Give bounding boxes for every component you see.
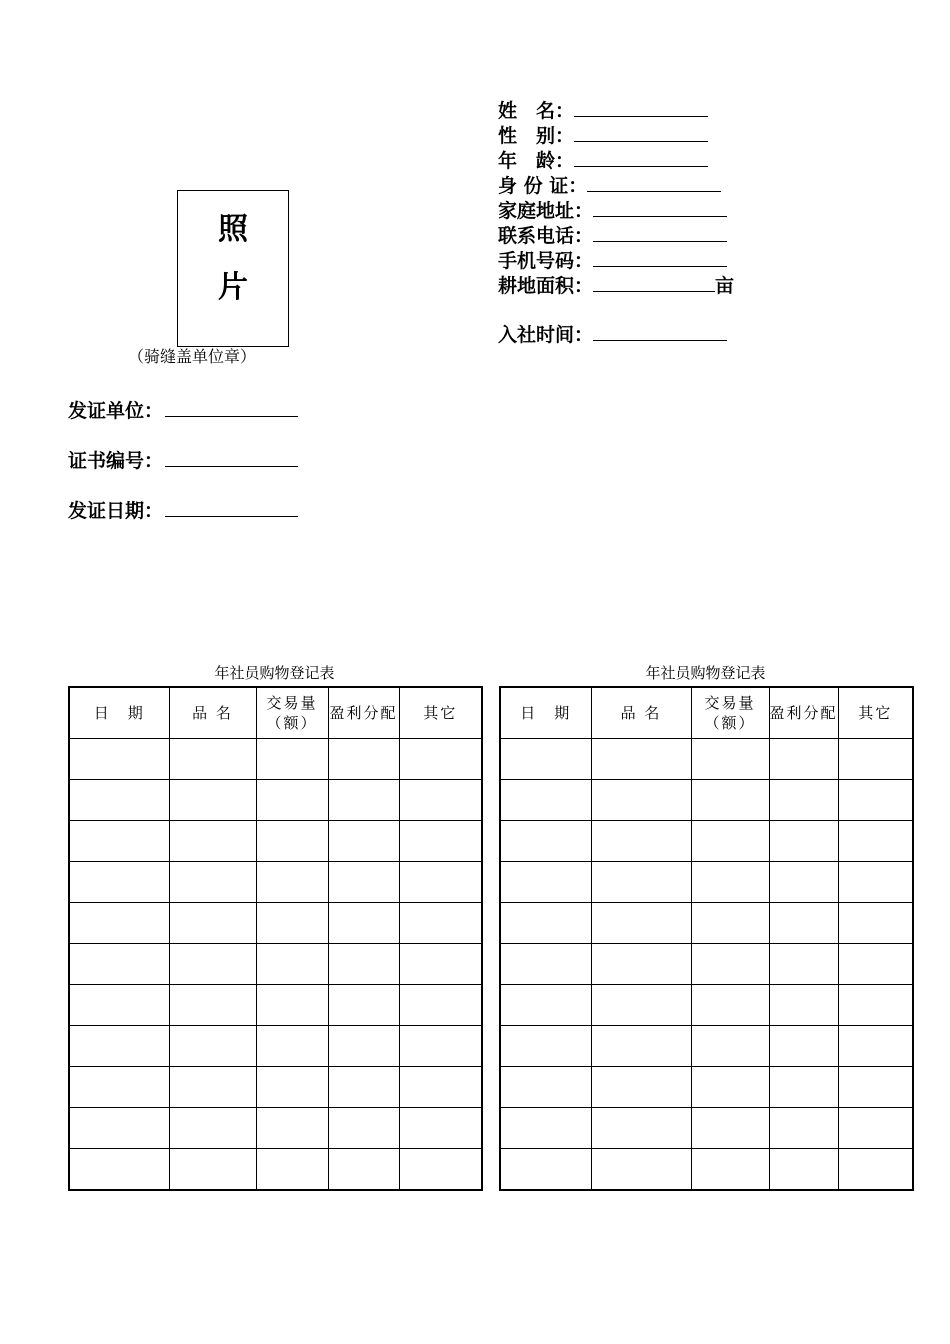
table-cell[interactable] (769, 1026, 838, 1067)
table-row (500, 1026, 913, 1067)
table-row (69, 1108, 482, 1149)
id-card-label: 身 份 证： (498, 175, 588, 197)
table-cell[interactable] (838, 780, 913, 821)
header-other: 其它 (838, 687, 913, 739)
table-cell[interactable] (256, 1108, 328, 1149)
table-cell[interactable] (838, 944, 913, 985)
table-cell[interactable] (256, 985, 328, 1026)
table-row (500, 944, 913, 985)
header-item-name: 品 名 (169, 687, 256, 739)
table-row (500, 821, 913, 862)
certificate-number-field (68, 446, 298, 474)
photo-label-char-1: 照 (218, 212, 248, 247)
table-cell[interactable] (691, 944, 769, 985)
table-cell[interactable] (500, 821, 591, 862)
table-cell[interactable] (838, 1026, 913, 1067)
table-cell[interactable] (691, 1026, 769, 1067)
table-cell[interactable] (69, 1026, 169, 1067)
table-cell[interactable] (399, 739, 482, 780)
table-cell[interactable] (500, 985, 591, 1026)
table-row (69, 862, 482, 903)
table-cell[interactable] (591, 780, 691, 821)
right-purchase-register-table (499, 686, 914, 1191)
photo-placeholder (177, 190, 289, 347)
issuer-unit-blank[interactable] (165, 396, 298, 417)
table-cell[interactable] (169, 944, 256, 985)
table-cell[interactable] (169, 1108, 256, 1149)
table-cell[interactable] (500, 944, 591, 985)
age-field (498, 148, 708, 174)
table-cell[interactable] (591, 944, 691, 985)
mobile-number-field (498, 248, 727, 274)
table-cell[interactable] (691, 985, 769, 1026)
table-cell[interactable] (769, 903, 838, 944)
table-body (69, 739, 482, 1191)
table-cell[interactable] (500, 1026, 591, 1067)
table-cell[interactable] (399, 780, 482, 821)
table-cell[interactable] (591, 903, 691, 944)
table-cell[interactable] (169, 1149, 256, 1191)
table-row (500, 739, 913, 780)
table-cell[interactable] (399, 1149, 482, 1191)
table-cell[interactable] (769, 1108, 838, 1149)
contact-phone-blank[interactable] (593, 223, 727, 242)
table-header-row (69, 687, 482, 739)
table-cell[interactable] (591, 1067, 691, 1108)
table-cell[interactable] (591, 1108, 691, 1149)
table-row (500, 1108, 913, 1149)
header-profit-distribution: 盈利分配 (769, 687, 838, 739)
table-cell[interactable] (69, 1108, 169, 1149)
table-row (69, 780, 482, 821)
age-blank[interactable] (574, 148, 708, 167)
age-label: 年 龄： (498, 150, 575, 172)
home-address-label: 家庭地址： (498, 200, 594, 222)
table-cell[interactable] (69, 739, 169, 780)
header-profit-distribution: 盈利分配 (328, 687, 399, 739)
table-cell[interactable] (399, 821, 482, 862)
home-address-field (498, 198, 727, 224)
table-cell[interactable] (691, 739, 769, 780)
seal-note: （骑缝盖单位章） (128, 347, 257, 366)
table-cell[interactable] (328, 1067, 399, 1108)
table-cell[interactable] (69, 1067, 169, 1108)
table-cell[interactable] (256, 903, 328, 944)
table-cell[interactable] (591, 1149, 691, 1191)
join-date-label: 入社时间： (498, 324, 594, 346)
name-blank[interactable] (574, 98, 708, 117)
table-cell[interactable] (328, 1026, 399, 1067)
table-cell[interactable] (500, 1067, 591, 1108)
farmland-area-label: 耕地面积： (498, 275, 594, 297)
table-cell[interactable] (838, 739, 913, 780)
gender-blank[interactable] (574, 123, 708, 142)
table-cell[interactable] (169, 903, 256, 944)
join-date-blank[interactable] (593, 322, 727, 341)
table-cell[interactable] (838, 821, 913, 862)
farmland-area-field (498, 273, 734, 299)
header-transaction-amount: 交易量（额） (691, 687, 769, 739)
gender-field (498, 123, 708, 149)
issue-date-label: 发证日期： (68, 500, 164, 522)
certificate-number-label: 证书编号： (68, 450, 164, 472)
certificate-number-blank[interactable] (165, 446, 298, 467)
table-cell[interactable] (769, 739, 838, 780)
table-row (69, 985, 482, 1026)
table-cell[interactable] (691, 1067, 769, 1108)
table-row (500, 903, 913, 944)
mobile-number-blank[interactable] (593, 248, 727, 267)
table-row (500, 780, 913, 821)
table-cell[interactable] (691, 1108, 769, 1149)
table-cell[interactable] (256, 1026, 328, 1067)
table-cell[interactable] (591, 739, 691, 780)
header-other: 其它 (399, 687, 482, 739)
table-cell[interactable] (399, 862, 482, 903)
table-cell[interactable] (69, 821, 169, 862)
table-cell[interactable] (769, 780, 838, 821)
table-cell[interactable] (838, 985, 913, 1026)
table-cell[interactable] (69, 1149, 169, 1191)
table-cell[interactable] (169, 821, 256, 862)
table-cell[interactable] (169, 985, 256, 1026)
id-card-blank[interactable] (587, 173, 721, 192)
table-cell[interactable] (256, 739, 328, 780)
table-cell[interactable] (591, 821, 691, 862)
table-cell[interactable] (691, 821, 769, 862)
farmland-area-blank[interactable] (593, 273, 715, 292)
table-cell[interactable] (328, 862, 399, 903)
table-cell[interactable] (328, 985, 399, 1026)
table-cell[interactable] (399, 944, 482, 985)
table-cell[interactable] (500, 739, 591, 780)
table-cell[interactable] (69, 985, 169, 1026)
table-row (69, 944, 482, 985)
farmland-area-unit: 亩 (715, 275, 735, 297)
table-cell[interactable] (328, 944, 399, 985)
table-row (69, 1067, 482, 1108)
table-cell[interactable] (838, 1067, 913, 1108)
table-cell[interactable] (328, 780, 399, 821)
header-item-name: 品 名 (591, 687, 691, 739)
table-cell[interactable] (769, 944, 838, 985)
table-row (500, 1067, 913, 1108)
issue-date-blank[interactable] (165, 496, 298, 517)
table-header-row (500, 687, 913, 739)
table-cell[interactable] (69, 903, 169, 944)
table-cell[interactable] (169, 780, 256, 821)
table-cell[interactable] (838, 903, 913, 944)
name-label: 姓 名： (498, 100, 575, 122)
table-row (69, 821, 482, 862)
table-cell[interactable] (328, 821, 399, 862)
table-row (69, 1026, 482, 1067)
table-cell[interactable] (256, 780, 328, 821)
table-row (500, 1149, 913, 1191)
table-cell[interactable] (769, 821, 838, 862)
issue-date-field (68, 496, 298, 524)
table-cell[interactable] (328, 903, 399, 944)
table-cell[interactable] (500, 1149, 591, 1191)
table-row (500, 985, 913, 1026)
id-card-field (498, 173, 721, 199)
home-address-blank[interactable] (593, 198, 727, 217)
table-cell[interactable] (769, 985, 838, 1026)
issuer-unit-field (68, 396, 298, 424)
table-cell[interactable] (399, 985, 482, 1026)
table-body (500, 739, 913, 1191)
table-cell[interactable] (328, 739, 399, 780)
table-cell[interactable] (256, 862, 328, 903)
table-row (69, 739, 482, 780)
left-purchase-register-table (68, 686, 483, 1191)
table-row (500, 862, 913, 903)
left-table-title: 年社员购物登记表 (214, 664, 335, 682)
table-cell[interactable] (838, 862, 913, 903)
table-cell[interactable] (500, 903, 591, 944)
table-cell[interactable] (256, 1067, 328, 1108)
gender-label: 性 别： (498, 125, 575, 147)
table-cell[interactable] (500, 1108, 591, 1149)
contact-phone-field (498, 223, 727, 249)
table-cell[interactable] (769, 1149, 838, 1191)
header-date: 日 期 (69, 687, 169, 739)
table-cell[interactable] (591, 1026, 691, 1067)
header-transaction-amount: 交易量（额） (256, 687, 328, 739)
photo-label-char-2: 片 (218, 270, 248, 305)
contact-phone-label: 联系电话： (498, 225, 594, 247)
table-cell[interactable] (500, 862, 591, 903)
issuer-unit-label: 发证单位： (68, 400, 164, 422)
table-cell[interactable] (591, 862, 691, 903)
table-cell[interactable] (399, 1067, 482, 1108)
table-cell[interactable] (69, 780, 169, 821)
table-cell[interactable] (838, 1108, 913, 1149)
mobile-number-label: 手机号码： (498, 250, 594, 272)
table-cell[interactable] (399, 903, 482, 944)
table-cell[interactable] (769, 862, 838, 903)
table-cell[interactable] (169, 739, 256, 780)
table-cell[interactable] (691, 1149, 769, 1191)
table-row (69, 903, 482, 944)
table-cell[interactable] (500, 780, 591, 821)
table-cell[interactable] (169, 1026, 256, 1067)
table-cell[interactable] (769, 1067, 838, 1108)
table-cell[interactable] (69, 944, 169, 985)
table-cell[interactable] (399, 1026, 482, 1067)
right-table-title: 年社员购物登记表 (645, 664, 766, 682)
table-cell[interactable] (69, 862, 169, 903)
table-cell[interactable] (591, 985, 691, 1026)
table-cell[interactable] (399, 1108, 482, 1149)
table-cell[interactable] (256, 1149, 328, 1191)
table-cell[interactable] (256, 944, 328, 985)
header-date: 日 期 (500, 687, 591, 739)
table-cell[interactable] (169, 862, 256, 903)
table-cell[interactable] (691, 862, 769, 903)
table-row (69, 1149, 482, 1191)
join-date-field (498, 322, 727, 348)
table-cell[interactable] (838, 1149, 913, 1191)
table-cell[interactable] (328, 1108, 399, 1149)
table-cell[interactable] (256, 821, 328, 862)
table-cell[interactable] (328, 1149, 399, 1191)
name-field (498, 98, 708, 124)
table-cell[interactable] (169, 1067, 256, 1108)
table-cell[interactable] (691, 780, 769, 821)
table-cell[interactable] (691, 903, 769, 944)
